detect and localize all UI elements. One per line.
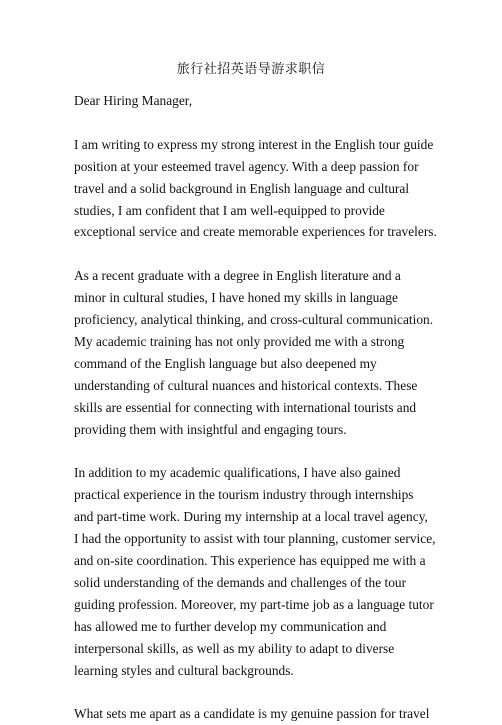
- text-line: travel and a solid background in English language and cultural: [74, 180, 410, 196]
- paragraph-1: [74, 134, 444, 244]
- document-title: 旅行社招英语导游求职信: [176, 61, 326, 76]
- text-line: command of the English language but also deepened my: [74, 355, 377, 371]
- paragraph-2: [74, 265, 444, 440]
- paragraph-gap: [74, 112, 444, 134]
- paragraph-gap: [74, 681, 444, 703]
- text-line: interpersonal skills, as well as my ability to adapt to diverse: [74, 640, 395, 656]
- text-line: learning styles and cultural backgrounds.: [74, 662, 294, 678]
- text-line: providing them with insightful and engaging tours.: [74, 421, 347, 437]
- text-line: proficiency, analytical thinking, and cross-cultural communication.: [74, 312, 434, 328]
- paragraph-4: [74, 703, 444, 725]
- text-line: minor in cultural studies, I have honed my skills in language: [74, 290, 398, 306]
- text-line: guiding profession. Moreover, my part-time job as a language tutor: [74, 596, 434, 612]
- text-line: As a recent graduate with a degree in English literature and a: [74, 268, 401, 284]
- paragraph-gap: [74, 440, 444, 462]
- text-line: I had the opportunity to assist with tour planning, customer service,: [74, 531, 436, 547]
- text-line: practical experience in the tourism industry through internships: [74, 487, 414, 503]
- text-line: My academic training has not only provided me with a strong: [74, 333, 405, 349]
- text-line: has allowed me to further develop my communication and: [74, 618, 387, 634]
- text-line: and part-time work. During my internship at a local travel agency,: [74, 509, 428, 525]
- text-line: I am writing to express my strong interest in the English tour guide: [74, 136, 434, 152]
- letter-body: [74, 90, 444, 725]
- paragraph-gap: [74, 243, 444, 265]
- text-line: solid understanding of the demands and challenges of the tour: [74, 574, 407, 590]
- text-line: position at your esteemed travel agency. With a deep passion for: [74, 158, 419, 174]
- text-line: exceptional service and create memorable experiences for travelers.: [74, 224, 437, 240]
- text-line: understanding of cultural nuances and historical contexts. These: [74, 377, 418, 393]
- text-line: studies, I am confident that I am well-equipped to provide: [74, 202, 385, 218]
- text-line: In addition to my academic qualifications, I have also gained: [74, 465, 401, 481]
- text-line: and on-site coordination. This experience has equipped me with a: [74, 552, 426, 568]
- text-line: skills are essential for connecting with international tourists and: [74, 399, 417, 415]
- text-line: What sets me apart as a candidate is my genuine passion for travel: [74, 706, 430, 722]
- salutation: Dear Hiring Manager,: [74, 93, 193, 108]
